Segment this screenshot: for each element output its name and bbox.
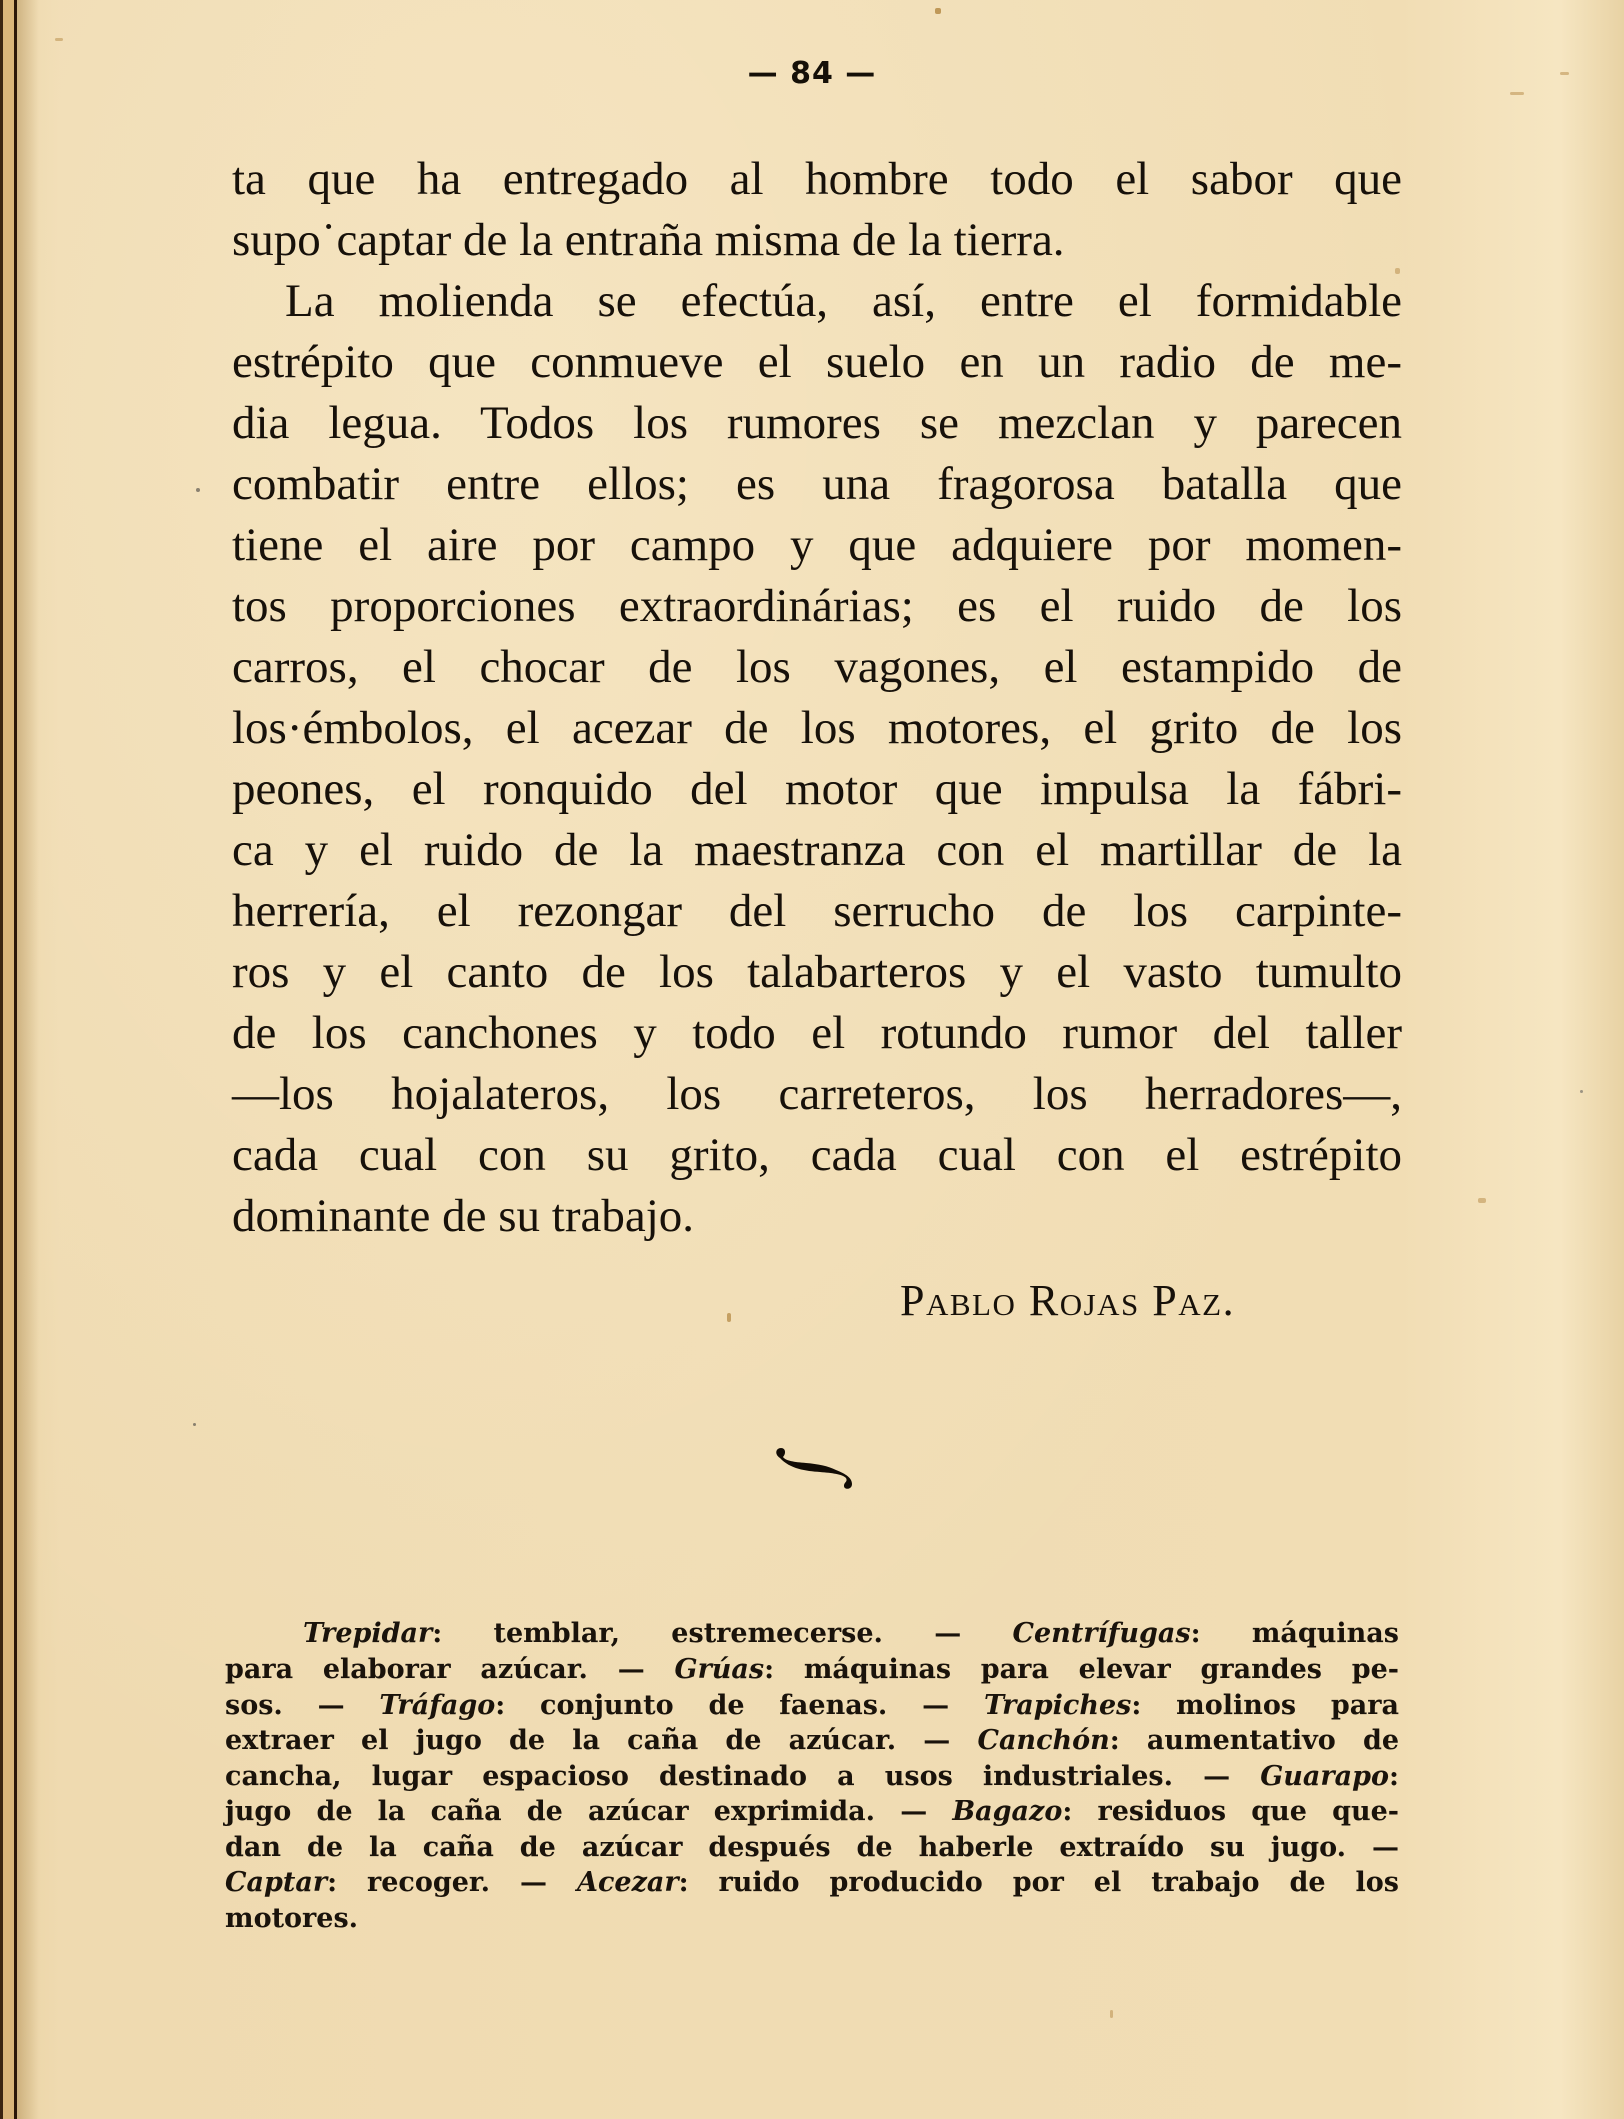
footnote-definition: jugo de la caña de azúcar exprimida. —: [225, 1796, 953, 1827]
footnote-definition: : residuos que que-: [1062, 1796, 1400, 1827]
speck: [727, 1313, 731, 1322]
body-line: carros, el chocar de los vagones, el estampido de: [232, 641, 1402, 693]
body-line: ca y el ruido de la maestranza con el martillar de la: [232, 824, 1402, 876]
footnote-definition: : aumentativo de: [1109, 1725, 1400, 1756]
footnote-definition: dan de la caña de azúcar después de haberle extraído su jugo. —: [225, 1832, 1399, 1863]
footnote-term: Bagazo: [952, 1796, 1063, 1827]
footnote-line: [225, 1865, 1399, 1901]
body-line: tiene el aire por campo y que adquiere por momen-: [232, 519, 1402, 571]
footnote-term: Captar: [225, 1867, 328, 1898]
speck: [1110, 2010, 1113, 2018]
footnote-line: [225, 1723, 1399, 1759]
fleuron-icon: [772, 1444, 858, 1492]
body-line: dia legua. Todos los rumores se mezclan y parecen: [232, 397, 1402, 449]
body-line: herrería, el rezongar del serrucho de los carpinte-: [232, 885, 1402, 937]
body-line: combatir entre ellos; es una fragorosa batalla que: [232, 458, 1402, 510]
speck: [1580, 1090, 1583, 1093]
body-line: tos proporciones extraordinárias; es el ruido de los: [232, 580, 1402, 632]
footnote-definition: extraer el jugo de la caña de azúcar. —: [225, 1725, 978, 1756]
footnote-definition: : máquinas para elevar grandes pe-: [764, 1654, 1399, 1685]
footnote-term: Centrífugas: [1012, 1618, 1191, 1649]
speck: [1510, 92, 1524, 95]
footnote-definition: : ruido producido por el trabajo de los: [678, 1867, 1399, 1898]
footnote-term: Trepidar: [303, 1618, 433, 1649]
body-line: dominante de su trabajo.: [232, 1190, 695, 1242]
body-line: cada cual con su grito, cada cual con el estrépito: [232, 1129, 1402, 1181]
footnote-definition: : recoger. —: [327, 1867, 577, 1898]
footnote-term: Grúas: [674, 1654, 765, 1685]
speck: [1560, 72, 1569, 75]
footnote-line: [303, 1616, 1399, 1652]
footnote-line: [225, 1759, 1399, 1795]
footnote-definition: : molinos para: [1131, 1690, 1399, 1721]
speck: [193, 1423, 196, 1426]
footnote-definition: para elaborar azúcar. —: [225, 1654, 675, 1685]
footnote-line: [225, 1830, 1399, 1866]
body-line: ros y el canto de los talabarteros y el vasto tumulto: [232, 946, 1402, 998]
footnote-definition: motores.: [225, 1903, 359, 1934]
gutter-shadow: [17, 0, 39, 2119]
body-line: La molienda se efectúa, así, entre el formidable: [285, 275, 1402, 327]
footnote-line: [225, 1652, 1399, 1688]
speck: [935, 8, 941, 14]
footnote-term: Canchón: [977, 1725, 1110, 1756]
footnote-line: [225, 1901, 1399, 1937]
footnote-definition: :: [1389, 1761, 1399, 1792]
body-line: —los hojalateros, los carreteros, los herradores—,: [232, 1068, 1402, 1120]
footnote-definition: sos. —: [225, 1690, 380, 1721]
speck: [196, 488, 200, 492]
body-line: peones, el ronquido del motor que impulsa la fábri-: [232, 763, 1402, 815]
body-line: de los canchones y todo el rotundo rumor del taller: [232, 1007, 1402, 1059]
body-line: estrépito que conmueve el suelo en un radio de me-: [232, 336, 1402, 388]
binding-strip: [3, 0, 14, 2119]
footnote-term: Trapiches: [983, 1690, 1132, 1721]
footnote-term: Acezar: [577, 1867, 679, 1898]
footnote-line: [225, 1688, 1399, 1724]
author-signature: Pablo Rojas Paz.: [900, 1276, 1236, 1325]
footnote-definition: cancha, lugar espacioso destinado a usos industriales. —: [225, 1761, 1261, 1792]
footnote-definition: : conjunto de faenas. —: [495, 1690, 984, 1721]
page-number: — 84 —: [747, 56, 877, 91]
footnote-line: [225, 1794, 1399, 1830]
body-line: los·émbolos, el acezar de los motores, el grito de los: [232, 702, 1402, 754]
footnote-definition: : máquinas: [1190, 1618, 1400, 1649]
footnote-definition: : temblar, estremecerse. —: [432, 1618, 1013, 1649]
speck: [1478, 1198, 1486, 1203]
body-line: ta que ha entregado al hombre todo el sabor que: [232, 153, 1402, 205]
footnote-term: Guarapo: [1260, 1761, 1390, 1792]
footnote-term: Tráfago: [379, 1690, 496, 1721]
speck: [55, 38, 63, 41]
body-line: supo˙captar de la entraña misma de la tierra.: [232, 214, 1065, 266]
